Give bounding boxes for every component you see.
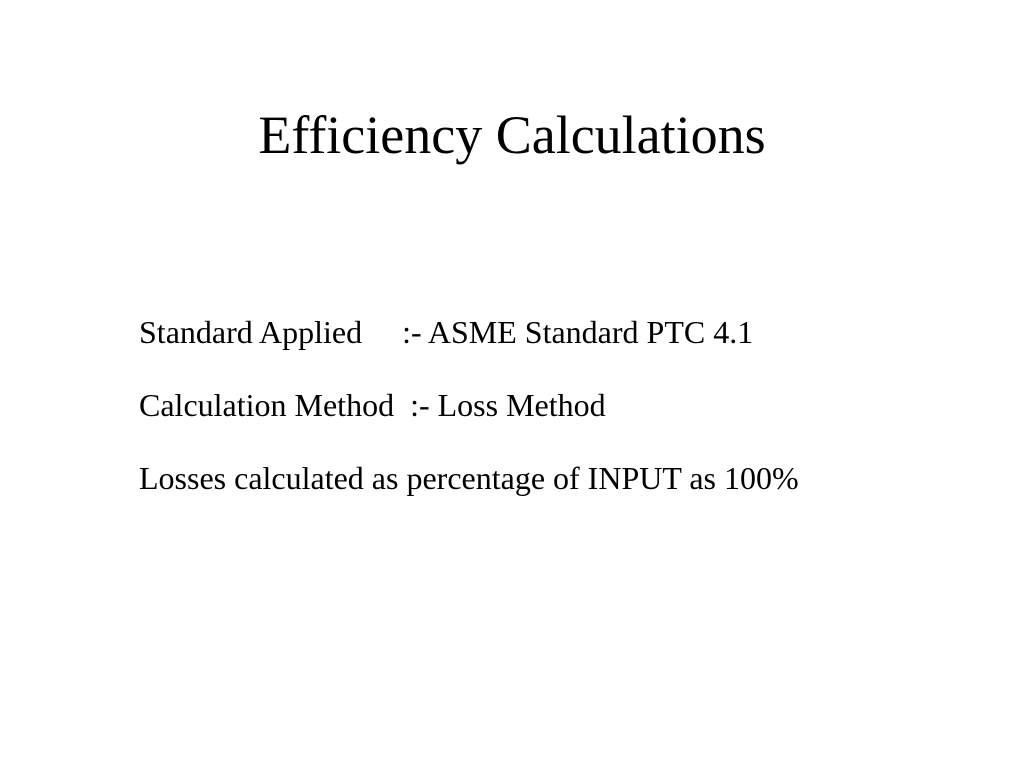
slide-title: Efficiency Calculations xyxy=(258,105,766,165)
calculation-method-line: Calculation Method :- Loss Method xyxy=(139,387,606,423)
slide-body xyxy=(139,312,999,531)
standard-applied-line: Standard Applied :- ASME Standard PTC 4.1 xyxy=(139,314,754,350)
losses-line: Losses calculated as percentage of INPUT as 100% xyxy=(139,460,799,496)
